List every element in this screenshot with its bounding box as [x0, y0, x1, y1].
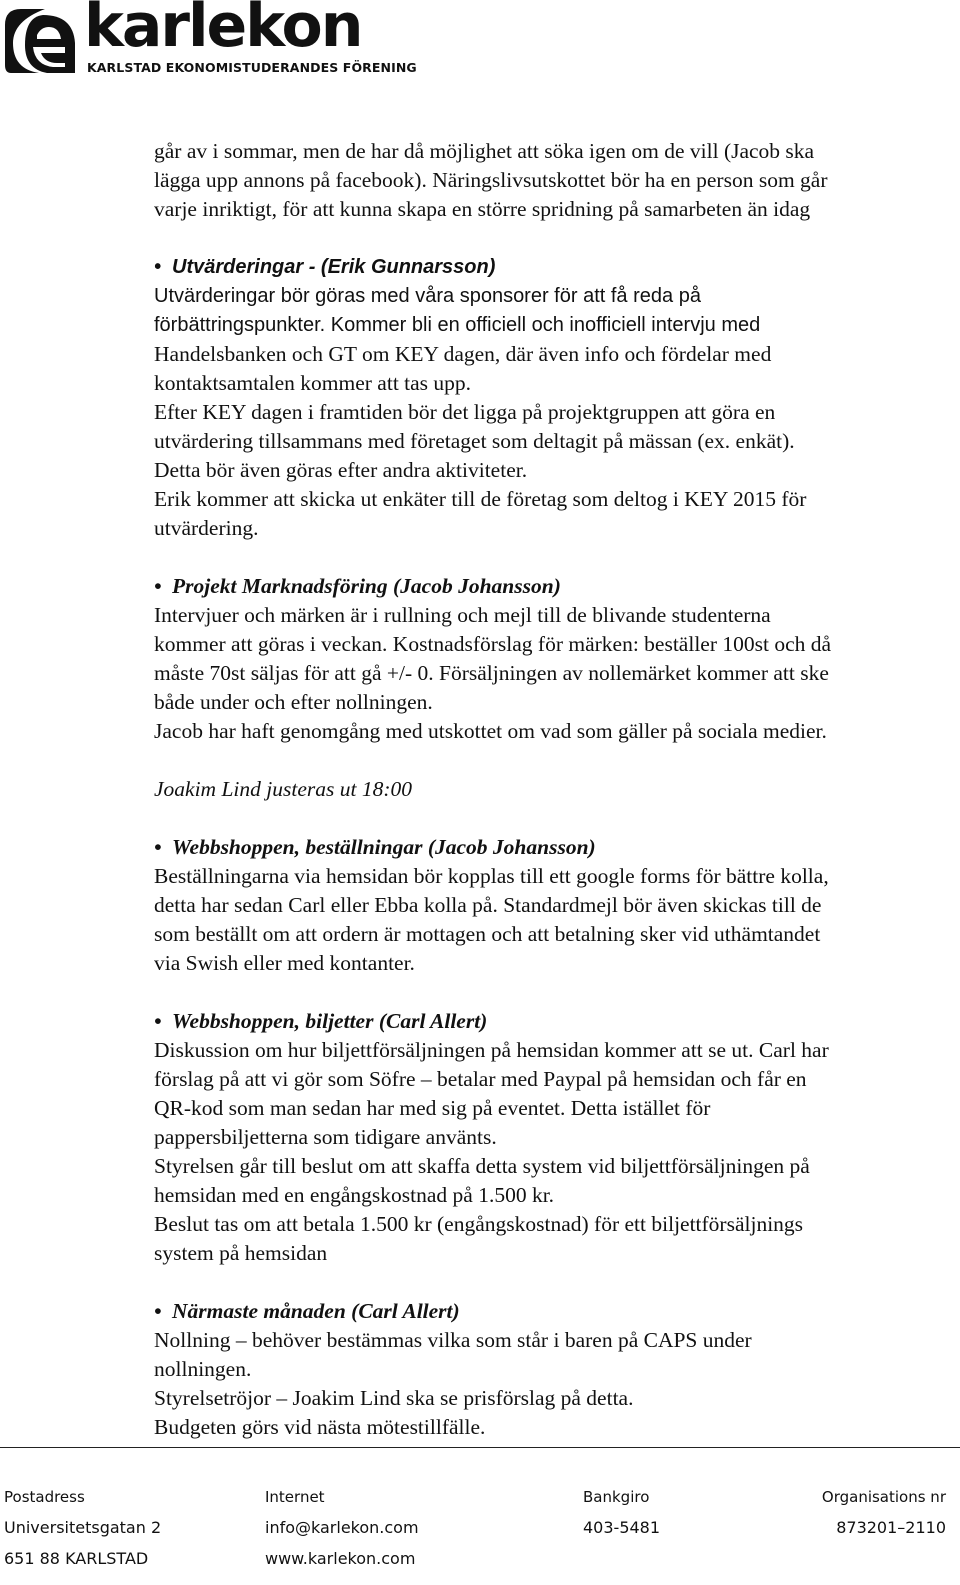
body-line: Budgeten görs vid nästa mötestillfälle.	[154, 1415, 486, 1439]
body-line: förbättringspunkter. Kommer bli en officiell och inofficiell intervju med	[154, 314, 761, 336]
footer-column-address	[4, 1484, 161, 1577]
document-body	[154, 137, 944, 1442]
body-line: måste 70st säljas för att gå +/- 0. Försäljningen av nollemärket kommer att ske	[154, 661, 829, 685]
footer-value: Universitetsgatan 2	[4, 1518, 162, 1537]
footer-value: 403-5481	[583, 1518, 661, 1537]
body-line: kontaktsamtalen kommer att tas upp.	[154, 371, 472, 395]
footer-label: Internet	[265, 1488, 325, 1506]
letterhead	[0, 0, 960, 110]
body-line: pappersbiljetterna som tidigare använts.	[154, 1125, 497, 1149]
body-line: kommer att göras i veckan. Kostnadsförslag för märken: beställer 100st och då	[154, 632, 832, 656]
footer-value: 873201–2110	[836, 1518, 946, 1537]
body-line: förslag på att vi gör som Söfre – betalar med Paypal på hemsidan och får en	[154, 1067, 807, 1091]
footer-email-link[interactable]: info@karlekon.com	[265, 1518, 419, 1537]
body-line: Styrelsen går till beslut om att skaffa detta system vid biljettförsäljningen på	[154, 1154, 810, 1178]
body-line: Diskussion om hur biljettförsäljningen på hemsidan kommer att se ut. Carl har	[154, 1038, 829, 1062]
logo-subtitle: KARLSTAD EKONOMISTUDERANDES FÖRENING	[87, 60, 417, 75]
body-line: nollningen.	[154, 1357, 252, 1381]
footer-column-bankgiro	[583, 1484, 660, 1546]
footer-column-internet	[265, 1484, 419, 1577]
footer	[0, 1484, 960, 1584]
body-line: varje inriktigt, för att kunna skapa en större spridning på samarbeten än idag	[154, 197, 811, 221]
body-line: Styrelsetröjor – Joakim Lind ska se prisförslag på detta.	[154, 1386, 634, 1410]
section-heading: • Webbshoppen, biljetter (Carl Allert)	[154, 1007, 944, 1036]
body-line: som beställt om att ordern är mottagen och att betalning sker vid uthämtandet	[154, 922, 821, 946]
body-line: lägga upp annons på facebook). Näringslivsutskottet bör ha en person som går	[154, 168, 828, 192]
body-line: hemsidan med en engångskostnad på 1.500 kr.	[154, 1183, 555, 1207]
body-line: Jacob har haft genomgång med utskottet om vad som gäller på sociala medier.	[154, 719, 827, 743]
footer-divider	[0, 1447, 960, 1448]
bullet-icon: •	[154, 835, 162, 859]
body-line: Nollning – behöver bestämmas vilka som står i baren på CAPS under	[154, 1328, 752, 1352]
body-line: detta har sedan Carl eller Ebba kolla på. Standardmejl bör även skickas till de	[154, 893, 822, 917]
body-line: via Swish eller med kontanter.	[154, 951, 415, 975]
section-heading: • Närmaste månaden (Carl Allert)	[154, 1297, 944, 1326]
section-heading: • Utvärderingar - (Erik Gunnarsson)	[154, 253, 944, 282]
logo-wordmark: karlekon	[84, 0, 362, 61]
body-line: Handelsbanken och GT om KEY dagen, där även info och fördelar med	[154, 342, 772, 366]
body-line: Utvärderingar bör göras med våra sponsorer för att få reda på	[154, 285, 701, 307]
footer-column-orgnr	[822, 1484, 946, 1546]
footer-website-link[interactable]: www.karlekon.com	[265, 1549, 416, 1568]
bullet-icon: •	[154, 256, 162, 278]
bullet-icon: •	[154, 574, 162, 598]
body-line: utvärdering tillsammans med företaget som deltagit på mässan (ex. enkät).	[154, 429, 795, 453]
body-line: går av i sommar, men de har då möjlighet att söka igen om de vill (Jacob ska	[154, 139, 815, 163]
e-logo-icon	[3, 3, 77, 77]
body-line: Beslut tas om att betala 1.500 kr (engångskostnad) för ett biljettförsäljnings	[154, 1212, 804, 1236]
section-heading: • Webbshoppen, beställningar (Jacob Johansson)	[154, 833, 944, 862]
footer-label: Bankgiro	[583, 1488, 650, 1506]
body-line: Erik kommer att skicka ut enkäter till de företag som deltog i KEY 2015 för	[154, 487, 807, 511]
body-line: Beställningarna via hemsidan bör kopplas till ett google forms för bättre kolla,	[154, 864, 829, 888]
body-line: Intervjuer och märken är i rullning och mejl till de blivande studenterna	[154, 603, 771, 627]
footer-value: 651 88 KARLSTAD	[4, 1549, 149, 1568]
footer-label: Organisations nr	[821, 1488, 946, 1506]
section-heading: • Projekt Marknadsföring (Jacob Johansson)	[154, 572, 944, 601]
footer-label: Postadress	[4, 1488, 85, 1506]
body-line: utvärdering.	[154, 516, 259, 540]
minutes-note: Joakim Lind justeras ut 18:00	[154, 777, 412, 801]
body-line: Detta bör även göras efter andra aktiviteter.	[154, 458, 528, 482]
bullet-icon: •	[154, 1299, 162, 1323]
body-line: både under och efter nollningen.	[154, 690, 433, 714]
body-line: QR-kod som man sedan har med sig på eventet. Detta istället för	[154, 1096, 711, 1120]
body-line: Efter KEY dagen i framtiden bör det ligga på projektgruppen att göra en	[154, 400, 776, 424]
body-line: system på hemsidan	[154, 1241, 328, 1265]
bullet-icon: •	[154, 1009, 162, 1033]
